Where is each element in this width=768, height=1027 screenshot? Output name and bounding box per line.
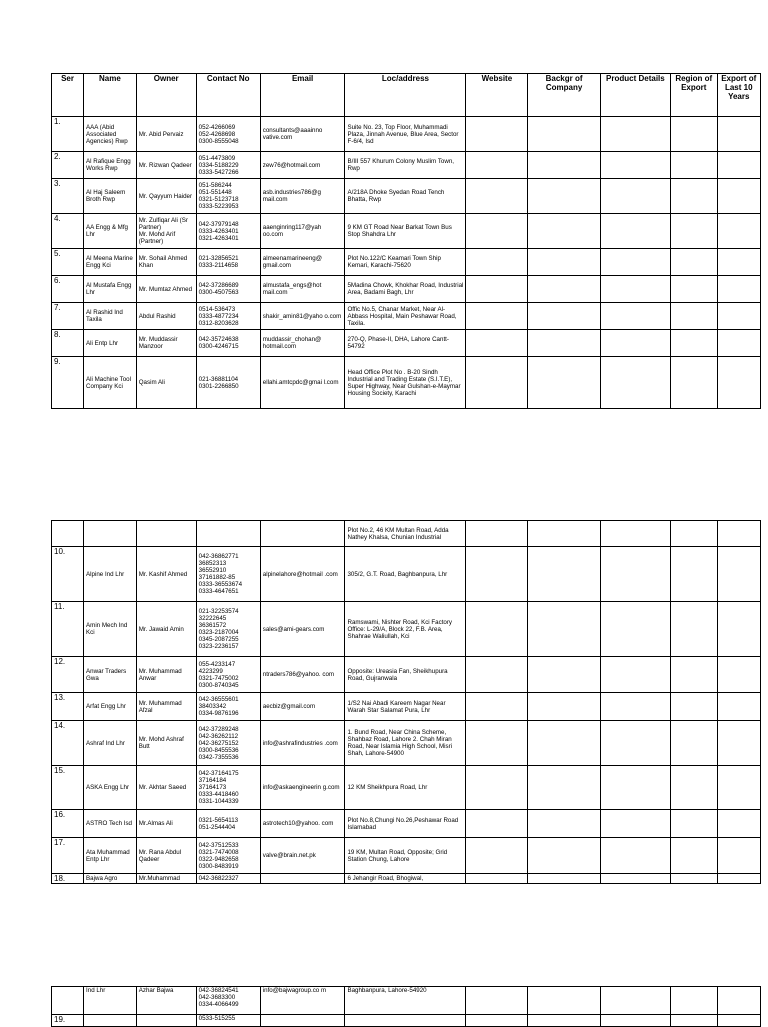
cell-address: 9 KM GT Road Near Barkat Town Bus Stop Shahdra Lhr xyxy=(345,214,466,249)
cell-name: Anwar Traders Gwa xyxy=(84,657,137,693)
cell-address: A/218A Dhoke Syedan Road Tench Bhatta, Rwp xyxy=(345,179,466,214)
cell-ser: 2. xyxy=(52,152,84,179)
cell-ser: 12. xyxy=(52,657,84,693)
cell-owner: Mr. Sohail Ahmed Khan xyxy=(136,249,196,276)
cell-name: Ata Muhammad Entp Lhr xyxy=(84,838,137,874)
cell-product-details xyxy=(600,810,670,838)
cell-ser: 14. xyxy=(52,721,84,766)
cell-email: astrotech10@yahoo. com xyxy=(260,810,345,838)
cell-email: ellahi.amtcpdc@gmai l.com xyxy=(260,357,345,409)
cell-email: asb.industries786@g mail.com xyxy=(260,179,345,214)
header-website: Website xyxy=(466,74,528,117)
cell-product-details xyxy=(600,693,670,721)
header-name: Name xyxy=(84,74,137,117)
cell-product-details xyxy=(600,214,670,249)
cell-name: Ashraf Ind Lhr xyxy=(84,721,137,766)
cell-website xyxy=(466,117,528,152)
cell-region xyxy=(671,357,718,409)
cell-owner: Abdul Rashid xyxy=(136,303,196,330)
cell-background xyxy=(528,721,600,766)
cell-owner: Mr. Zulfiqar Ali (Sr Partner) Mr. Mohd Arif (Partner) xyxy=(136,214,196,249)
cell-ser xyxy=(52,521,84,547)
cell-name: Al Mustafa Engg Lhr xyxy=(84,276,137,303)
cell-owner: Mr. Mohd Ashraf Butt xyxy=(136,721,196,766)
table-row xyxy=(52,276,761,303)
cell-name xyxy=(84,1015,137,1027)
cell-background xyxy=(528,303,600,330)
cell-contact: 021-32856521 0333-2114658 xyxy=(196,249,260,276)
cell-product-details xyxy=(600,249,670,276)
cell-background xyxy=(528,547,600,602)
cell-region xyxy=(671,657,718,693)
company-table-page-2 xyxy=(51,520,761,884)
cell-background xyxy=(528,657,600,693)
cell-background xyxy=(528,117,600,152)
table-row xyxy=(52,330,761,357)
cell-website xyxy=(466,276,528,303)
page-2-rows xyxy=(52,547,761,884)
table-row xyxy=(52,547,761,602)
cell-contact: 042-36822327 xyxy=(196,874,260,884)
cell-website xyxy=(466,214,528,249)
cell-contact: 051-4473809 0334-5188229 0333-5427266 xyxy=(196,152,260,179)
header-ser: Ser xyxy=(52,74,84,117)
cell-region xyxy=(671,1015,718,1027)
cell-owner: Mr.Almas Ali xyxy=(136,810,196,838)
table-row xyxy=(52,117,761,152)
cell-ser: 3. xyxy=(52,179,84,214)
cell-email: sales@ami-gears.com xyxy=(260,602,345,657)
cell-address: Offic No.5, Chanar Market, Near Al- Abbass Hospital, Main Peshawar Road, Taxila. xyxy=(345,303,466,330)
cell-owner xyxy=(136,521,196,547)
cell-export xyxy=(717,987,760,1015)
cell-website xyxy=(466,721,528,766)
cell-website xyxy=(466,249,528,276)
table-row xyxy=(52,214,761,249)
cell-product-details xyxy=(600,303,670,330)
cell-region xyxy=(671,602,718,657)
cell-website xyxy=(466,521,528,547)
table-row xyxy=(52,810,761,838)
cell-contact: 051-586244 051-551448 0321-5123718 0333-5223953 xyxy=(196,179,260,214)
cell-region xyxy=(671,117,718,152)
cell-website xyxy=(466,357,528,409)
cell-email: muddassir_chohan@ hotmail.com xyxy=(260,330,345,357)
cell-export xyxy=(717,547,760,602)
company-table-page-3 xyxy=(51,986,761,1027)
cell-region xyxy=(671,276,718,303)
cell-region xyxy=(671,810,718,838)
cell-ser: 17. xyxy=(52,838,84,874)
cell-background xyxy=(528,693,600,721)
cell-region xyxy=(671,214,718,249)
cell-export xyxy=(717,721,760,766)
cell-background xyxy=(528,810,600,838)
cell-product-details xyxy=(600,602,670,657)
cell-email: info@ashrafindustries .com xyxy=(260,721,345,766)
cell-export xyxy=(717,874,760,884)
cell-email: consultants@aaainno vative.com xyxy=(260,117,345,152)
cell-name: Ind Lhr xyxy=(84,987,137,1015)
cell-address: B/III 557 Khurum Colony Muslim Town, Rwp xyxy=(345,152,466,179)
company-table-page-1 xyxy=(51,73,761,409)
cell-owner: Qasim Ali xyxy=(136,357,196,409)
cell-region xyxy=(671,987,718,1015)
cell-ser: 9. xyxy=(52,357,84,409)
cell-email xyxy=(260,874,345,884)
cell-address: 270-Q, Phase-II, DHA, Lahore Cantt-54792 xyxy=(345,330,466,357)
header-contact: Contact No xyxy=(196,74,260,117)
cell-region xyxy=(671,693,718,721)
cell-region xyxy=(671,547,718,602)
cell-address: Baghbanpura, Lahore-54920 xyxy=(345,987,466,1015)
cell-address: Suite No. 23, Top Floor, Muhammadi Plaza, Jinnah Avenue, Blue Area, Sector F-6/4, Isd xyxy=(345,117,466,152)
cell-owner: Mr. Mumtaz Ahmed xyxy=(136,276,196,303)
cell-product-details xyxy=(600,547,670,602)
table-row xyxy=(52,657,761,693)
cell-product-details xyxy=(600,1015,670,1027)
cell-website xyxy=(466,987,528,1015)
cell-ser: 10. xyxy=(52,547,84,602)
cell-contact: 042-37512533 0321-7474008 0322-9482658 0300-8483919 xyxy=(196,838,260,874)
cell-export xyxy=(717,602,760,657)
cell-owner: Mr. Akhtar Saeed xyxy=(136,766,196,810)
cell-background xyxy=(528,521,600,547)
cell-product-details xyxy=(600,838,670,874)
cell-email xyxy=(260,1015,345,1027)
cell-email: shakir_amin81@yaho o.com xyxy=(260,303,345,330)
cell-name: Ali Entp Lhr xyxy=(84,330,137,357)
header-product-details: Product Details xyxy=(600,74,670,117)
header-email: Email xyxy=(260,74,345,117)
table-row xyxy=(52,357,761,409)
cell-address: 5Madina Chowk, Khokhar Road, Industrial Area, Badami Bagh, Lhr xyxy=(345,276,466,303)
cell-contact: 042-37289248 042-36262112 042-36275152 0300-8455536 0342-7355536 xyxy=(196,721,260,766)
table-row-continued xyxy=(52,521,761,547)
cell-contact: 042-36824541 042-3683300 0334-4066499 xyxy=(196,987,260,1015)
cell-contact: 042-35724638 0300-4246715 xyxy=(196,330,260,357)
cell-address: 19 KM, Multan Road, Opposite; Grid Station Chung, Lahore xyxy=(345,838,466,874)
cell-contact: 0514-536473 0333-4877234 0312-8203628 xyxy=(196,303,260,330)
cell-website xyxy=(466,547,528,602)
cell-region xyxy=(671,838,718,874)
cell-product-details xyxy=(600,357,670,409)
cell-owner: Mr. Qayyum Haider xyxy=(136,179,196,214)
cell-name: Ali Machine Tool Company Kci xyxy=(84,357,137,409)
cell-product-details xyxy=(600,521,670,547)
page-1-rows xyxy=(52,117,761,409)
cell-contact: 042-36862771 36852313 36552910 37161882-85 0333-36553674 0333-4647651 xyxy=(196,547,260,602)
cell-email: aecbiz@gmail.com xyxy=(260,693,345,721)
cell-export xyxy=(717,766,760,810)
cell-name: Al Meena Marine Engg Kci xyxy=(84,249,137,276)
header-region-of-export: Region of Export xyxy=(671,74,718,117)
cell-contact: 042-37286689 0300-4507563 xyxy=(196,276,260,303)
cell-address: Plot No.2, 46 KM Multan Road, Adda Nathey Khalsa, Chunian Industrial xyxy=(345,521,466,547)
cell-background xyxy=(528,874,600,884)
cell-website xyxy=(466,693,528,721)
cell-ser: 13. xyxy=(52,693,84,721)
cell-address xyxy=(345,1015,466,1027)
cell-address: 305/2, G.T. Road, Baghbanpura, Lhr xyxy=(345,547,466,602)
cell-address: 1. Bund Road, Near China Scheme, Shahbaz Road, Lahore 2. Chah Miran Road, Near Islamia High School, Misri Shah, Lahore-54900 xyxy=(345,721,466,766)
cell-name: ASKA Engg Lhr xyxy=(84,766,137,810)
cell-email: almeenamarineeng@ gmail.com xyxy=(260,249,345,276)
table-row xyxy=(52,721,761,766)
cell-region xyxy=(671,521,718,547)
table-row xyxy=(52,602,761,657)
cell-background xyxy=(528,1015,600,1027)
cell-ser: 8. xyxy=(52,330,84,357)
cell-background xyxy=(528,357,600,409)
cell-owner xyxy=(136,1015,196,1027)
cell-ser: 15. xyxy=(52,766,84,810)
header-owner: Owner xyxy=(136,74,196,117)
cell-name: ASTRO Tech Isd xyxy=(84,810,137,838)
cell-email: aaenginring117@yah oo.com xyxy=(260,214,345,249)
cell-owner: Mr. Muhammad Afzal xyxy=(136,693,196,721)
cell-website xyxy=(466,766,528,810)
cell-name: AA Engg & Mfg Lhr xyxy=(84,214,137,249)
header-export-last-10-years: Export of Last 10 Years xyxy=(717,74,760,117)
cell-name: Arfat Engg Lhr xyxy=(84,693,137,721)
cell-ser: 4. xyxy=(52,214,84,249)
cell-owner: Mr. Rana Abdul Qadeer xyxy=(136,838,196,874)
cell-ser: 19. xyxy=(52,1015,84,1027)
cell-contact: 052-4266069 052-4268698 0300-8555048 xyxy=(196,117,260,152)
cell-background xyxy=(528,766,600,810)
cell-owner: Mr. Abid Pervaiz xyxy=(136,117,196,152)
cell-ser: 18. xyxy=(52,874,84,884)
cell-export xyxy=(717,303,760,330)
table-row xyxy=(52,1015,761,1027)
table-row xyxy=(52,152,761,179)
cell-address: Plot No.8,Chungi No.26,Peshawar Road Islamabad xyxy=(345,810,466,838)
cell-owner: Mr.Muhammad xyxy=(136,874,196,884)
cell-owner: Mr. Muhammad Anwar xyxy=(136,657,196,693)
cell-background xyxy=(528,838,600,874)
cell-background xyxy=(528,330,600,357)
cell-product-details xyxy=(600,874,670,884)
table-header-row xyxy=(52,74,761,117)
cell-owner: Mr. Kashif Ahmed xyxy=(136,547,196,602)
table-row xyxy=(52,303,761,330)
cell-email: almustafa_engs@hot mail.com xyxy=(260,276,345,303)
cell-export xyxy=(717,249,760,276)
cell-name: Bajwa Agro xyxy=(84,874,137,884)
table-row xyxy=(52,249,761,276)
cell-website xyxy=(466,303,528,330)
cell-owner: Mr. Jawaid Amin xyxy=(136,602,196,657)
cell-website xyxy=(466,838,528,874)
cell-owner: Azhar Bajwa xyxy=(136,987,196,1015)
cell-email xyxy=(260,521,345,547)
cell-contact: 0321-5654113 051-2544404 xyxy=(196,810,260,838)
cell-website xyxy=(466,810,528,838)
cell-email: alpinelahore@hotmail .com xyxy=(260,547,345,602)
table-row xyxy=(52,766,761,810)
cell-contact: 0533-515255 xyxy=(196,1015,260,1027)
cell-ser: 6. xyxy=(52,276,84,303)
cell-name xyxy=(84,521,137,547)
cell-name: Amin Mech Ind Kci xyxy=(84,602,137,657)
cell-name: Al Rafique Engg Works Rwp xyxy=(84,152,137,179)
cell-ser xyxy=(52,987,84,1015)
cell-contact: 042-36555601 38403342 0334-9876196 xyxy=(196,693,260,721)
cell-background xyxy=(528,179,600,214)
cell-background xyxy=(528,214,600,249)
table-row xyxy=(52,693,761,721)
cell-owner: Mr. Muddassir Manzoor xyxy=(136,330,196,357)
table-row xyxy=(52,874,761,884)
cell-export xyxy=(717,838,760,874)
cell-product-details xyxy=(600,276,670,303)
cell-region xyxy=(671,303,718,330)
cell-export xyxy=(717,810,760,838)
cell-address: Opposite: Ureasia Fan, Sheikhupura Road, Gujranwala xyxy=(345,657,466,693)
cell-contact xyxy=(196,521,260,547)
cell-export xyxy=(717,179,760,214)
cell-name: AAA (Abid Associated Agencies) Rwp xyxy=(84,117,137,152)
table-row xyxy=(52,179,761,214)
cell-product-details xyxy=(600,721,670,766)
cell-address: Plot No.122/C Keamari Town Ship Kemari, Karachi-75620 xyxy=(345,249,466,276)
cell-export xyxy=(717,152,760,179)
cell-product-details xyxy=(600,117,670,152)
cell-background xyxy=(528,987,600,1015)
cell-email: info@bajwagroup.co m xyxy=(260,987,345,1015)
cell-ser: 5. xyxy=(52,249,84,276)
cell-address: 12 KM Sheikhpura Road, Lhr xyxy=(345,766,466,810)
cell-website xyxy=(466,874,528,884)
cell-name: Al Haj Saleem Broth Rwp xyxy=(84,179,137,214)
cell-website xyxy=(466,602,528,657)
cell-owner: Mr. Rizwan Qadeer xyxy=(136,152,196,179)
cell-product-details xyxy=(600,657,670,693)
cell-background xyxy=(528,602,600,657)
cell-name: Al Rashid Ind Taxila xyxy=(84,303,137,330)
cell-website xyxy=(466,330,528,357)
cell-ser: 7. xyxy=(52,303,84,330)
cell-export xyxy=(717,214,760,249)
cell-website xyxy=(466,1015,528,1027)
cell-email: ntraders786@yahoo. com xyxy=(260,657,345,693)
cell-export xyxy=(717,1015,760,1027)
cell-address: Ramswami, Nishter Road, Kci Factory Office: L-29/A, Block 22, F.B. Area, Shahrae Waliullah, Kci xyxy=(345,602,466,657)
cell-ser: 1. xyxy=(52,117,84,152)
cell-address: Head Office Plot No . B-20 Sindh Industrial and Trading Estate (S.I.T.E), Super Highway, Near Gulshan-e-Maymar Housing Society, Karachi xyxy=(345,357,466,409)
cell-contact: 042-37164175 37164184 37164173 0333-4418460 0331-1044339 xyxy=(196,766,260,810)
header-background: Backgr of Company xyxy=(528,74,600,117)
cell-contact: 055-4233147 4223299 0321-7475002 0300-8740345 xyxy=(196,657,260,693)
cell-email: info@askaengineerin g.com xyxy=(260,766,345,810)
table-row-continued xyxy=(52,987,761,1015)
cell-contact: 021-36881104 0301-2266850 xyxy=(196,357,260,409)
cell-website xyxy=(466,179,528,214)
cell-region xyxy=(671,330,718,357)
cell-background xyxy=(528,276,600,303)
cell-export xyxy=(717,276,760,303)
cell-ser: 11. xyxy=(52,602,84,657)
cell-background xyxy=(528,249,600,276)
cell-email: zew76@hotmail.com xyxy=(260,152,345,179)
cell-product-details xyxy=(600,987,670,1015)
cell-background xyxy=(528,152,600,179)
table-row xyxy=(52,838,761,874)
cell-address: 6 Jehangir Road, Bhogiwal, xyxy=(345,874,466,884)
cell-export xyxy=(717,521,760,547)
cell-product-details xyxy=(600,766,670,810)
cell-ser: 16. xyxy=(52,810,84,838)
cell-region xyxy=(671,249,718,276)
cell-website xyxy=(466,657,528,693)
cell-region xyxy=(671,721,718,766)
header-address: Loc/address xyxy=(345,74,466,117)
cell-website xyxy=(466,152,528,179)
cell-product-details xyxy=(600,152,670,179)
cell-email: valve@brain.net.pk xyxy=(260,838,345,874)
cell-export xyxy=(717,357,760,409)
cell-region xyxy=(671,874,718,884)
cell-export xyxy=(717,657,760,693)
cell-name: Alpine Ind Lhr xyxy=(84,547,137,602)
cell-product-details xyxy=(600,179,670,214)
cell-export xyxy=(717,330,760,357)
cell-address: 1/S2 Nai Abadi Kareem Nagar Near Warah Star Salamat Pura, Lhr xyxy=(345,693,466,721)
cell-contact: 042-37979148 0333-4263401 0321-4263401 xyxy=(196,214,260,249)
cell-region xyxy=(671,766,718,810)
cell-product-details xyxy=(600,330,670,357)
cell-export xyxy=(717,117,760,152)
cell-region xyxy=(671,152,718,179)
cell-export xyxy=(717,693,760,721)
cell-region xyxy=(671,179,718,214)
cell-contact: 021-32253574 32222645 36361572 0323-2187004 0345-2087255 0323-2236157 xyxy=(196,602,260,657)
